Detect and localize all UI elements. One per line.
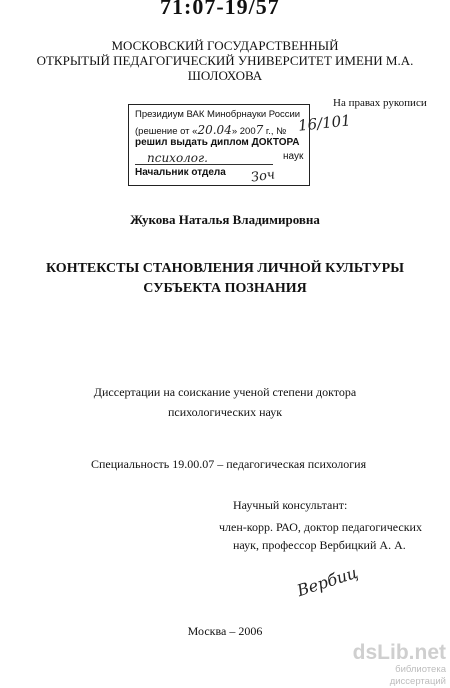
watermark-subtitle: библиотека диссертаций — [389, 664, 446, 687]
stamp-date-suffix: г., № — [263, 126, 287, 137]
vak-stamp — [128, 104, 310, 186]
watermark-logo: dsLib.net — [352, 641, 446, 664]
title-line-2: СУБЪЕКТА ПОЗНАНИЯ — [143, 281, 307, 296]
stamp-line-3: решил выдать диплом ДОКТОРА — [135, 137, 300, 148]
stamp-signature: Зоч — [250, 167, 276, 186]
stamp-date-mid: » 200 — [231, 126, 256, 137]
stamp-resolution-number: 16/101 — [297, 111, 352, 135]
city-year: Москва – 2006 — [187, 624, 263, 638]
specialty: Специальность 19.00.07 – педагогическая психология — [91, 457, 367, 471]
stamp-field-handwritten: психолог. — [147, 151, 208, 165]
stamp-line-1: Президиум ВАК Минобрнауки России — [135, 109, 301, 120]
stamp-date-day: 20.04 — [197, 123, 232, 137]
rights-note: На правах рукописи — [333, 97, 427, 109]
stamp-date-prefix: (решение от « — [135, 126, 198, 137]
degree-line-2: психологических наук — [167, 405, 283, 419]
degree-statement — [0, 382, 450, 422]
stamp-line-4 — [135, 151, 303, 165]
consultant-label: Научный консультант: — [233, 498, 348, 512]
stamp-year-digit: 7 — [255, 123, 264, 137]
institution-line-2: ОТКРЫТЫЙ ПЕДАГОГИЧЕСКИЙ УНИВЕРСИТЕТ ИМЕНИ М.А. ШОЛОХОВА — [36, 53, 414, 83]
stamp-line-2 — [135, 123, 286, 137]
stamp-line-5: Начальник отдела — [135, 167, 226, 178]
degree-line-1: Диссертации на соискание ученой степени доктора — [93, 385, 357, 399]
stamp-underline — [135, 164, 273, 165]
archive-number: 71:07-19/57 — [160, 0, 280, 19]
title-line-1: КОНТЕКСТЫ СТАНОВЛЕНИЯ ЛИЧНОЙ КУЛЬТУРЫ — [46, 261, 404, 276]
consultant-signature: Вербиц — [294, 562, 361, 601]
dissertation-title — [0, 259, 450, 299]
consultant-line-1: член-корр. РАО, доктор педагогических — [219, 520, 422, 534]
institution-header — [0, 38, 450, 83]
institution-line-1: МОСКОВСКИЙ ГОСУДАРСТВЕННЫЙ — [111, 38, 339, 53]
stamp-field-suffix: наук — [283, 151, 304, 162]
consultant-line-2: наук, профессор Вербицкий А. А. — [233, 538, 406, 552]
author-name: Жукова Наталья Владимировна — [130, 212, 320, 227]
watermark — [338, 642, 446, 688]
